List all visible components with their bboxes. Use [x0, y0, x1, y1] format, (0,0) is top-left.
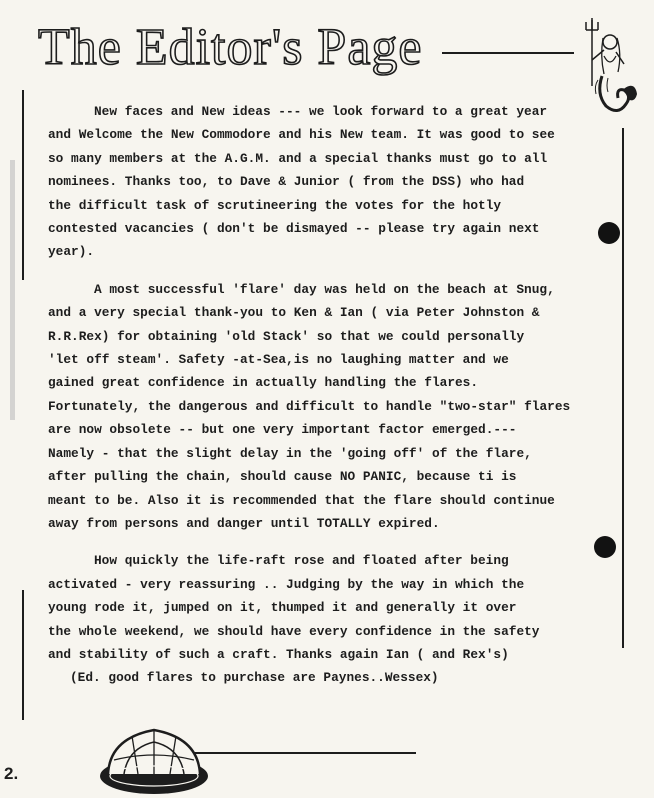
text-line: after pulling the chain, should cause NO PANIC, because ti is	[48, 469, 517, 485]
paragraph-flare-day	[48, 278, 618, 535]
text-line: and Welcome the New Commodore and his New team. It was good to see	[48, 127, 555, 143]
text-line: and stability of such a craft. Thanks again Ian ( and Rex's)	[48, 646, 509, 662]
text-line: Fortunately, the dangerous and difficult to handle "two-star" flares	[48, 398, 571, 414]
text-line: R.R.Rex) for obtaining 'old Stack' so that we could personally	[48, 328, 525, 344]
text-line: and a very special thank-you to Ken & Ian ( via Peter Johnston &	[48, 305, 540, 321]
text-line: New faces and New ideas --- we look forward to a great year	[94, 104, 548, 119]
text-line: 'let off steam'. Safety -at-Sea,is no laughing matter and we	[48, 352, 509, 368]
text-line: contested vacancies ( don't be dismayed -- please try again next	[48, 221, 540, 237]
editorial-text	[48, 100, 618, 690]
text-line: How quickly the life-raft rose and floated after being	[94, 553, 509, 569]
text-line: nominees. Thanks too, to Dave & Junior ( from the DSS) who had	[48, 174, 525, 190]
text-line: the whole weekend, we should have every confidence in the safety	[48, 623, 540, 639]
text-line: are now obsolete -- but one very important factor emerged.---	[48, 422, 517, 438]
right-margin-rule	[622, 128, 624, 648]
text-line: Namely - that the slight delay in the 'going off' of the flare,	[48, 445, 532, 461]
text-line: young rode it, jumped on it, thumped it and generally it over	[48, 600, 517, 616]
paragraph-life-raft	[48, 549, 618, 666]
text-line: meant to be. Also it is recommended that the flare should continue	[48, 492, 555, 508]
text-line: so many members at the A.G.M. and a special thanks must go to all	[48, 150, 548, 166]
paragraph-new-ideas	[48, 100, 618, 264]
life-raft-illustration	[94, 716, 214, 798]
text-line: year).	[48, 244, 95, 260]
left-margin-rule	[22, 90, 24, 280]
text-line: the difficult task of scrutineering the votes for the hotly	[48, 197, 502, 213]
text-line: gained great confidence in actually handling the flares.	[48, 375, 479, 391]
title-rule	[442, 52, 574, 54]
text-line: A most successful 'flare' day was held on the beach at Snug,	[94, 281, 555, 297]
text-line: activated - very reassuring .. Judging by the way in which the	[48, 576, 525, 592]
binding-shadow	[10, 160, 15, 420]
page-title: The Editor's Page	[38, 19, 423, 76]
page-number: 2.	[4, 764, 19, 783]
left-margin-rule-lower	[22, 590, 24, 720]
editor-note: (Ed. good flares to purchase are Paynes..Wessex)	[70, 670, 439, 686]
text-line: away from persons and danger until TOTALLY expired.	[48, 515, 440, 531]
